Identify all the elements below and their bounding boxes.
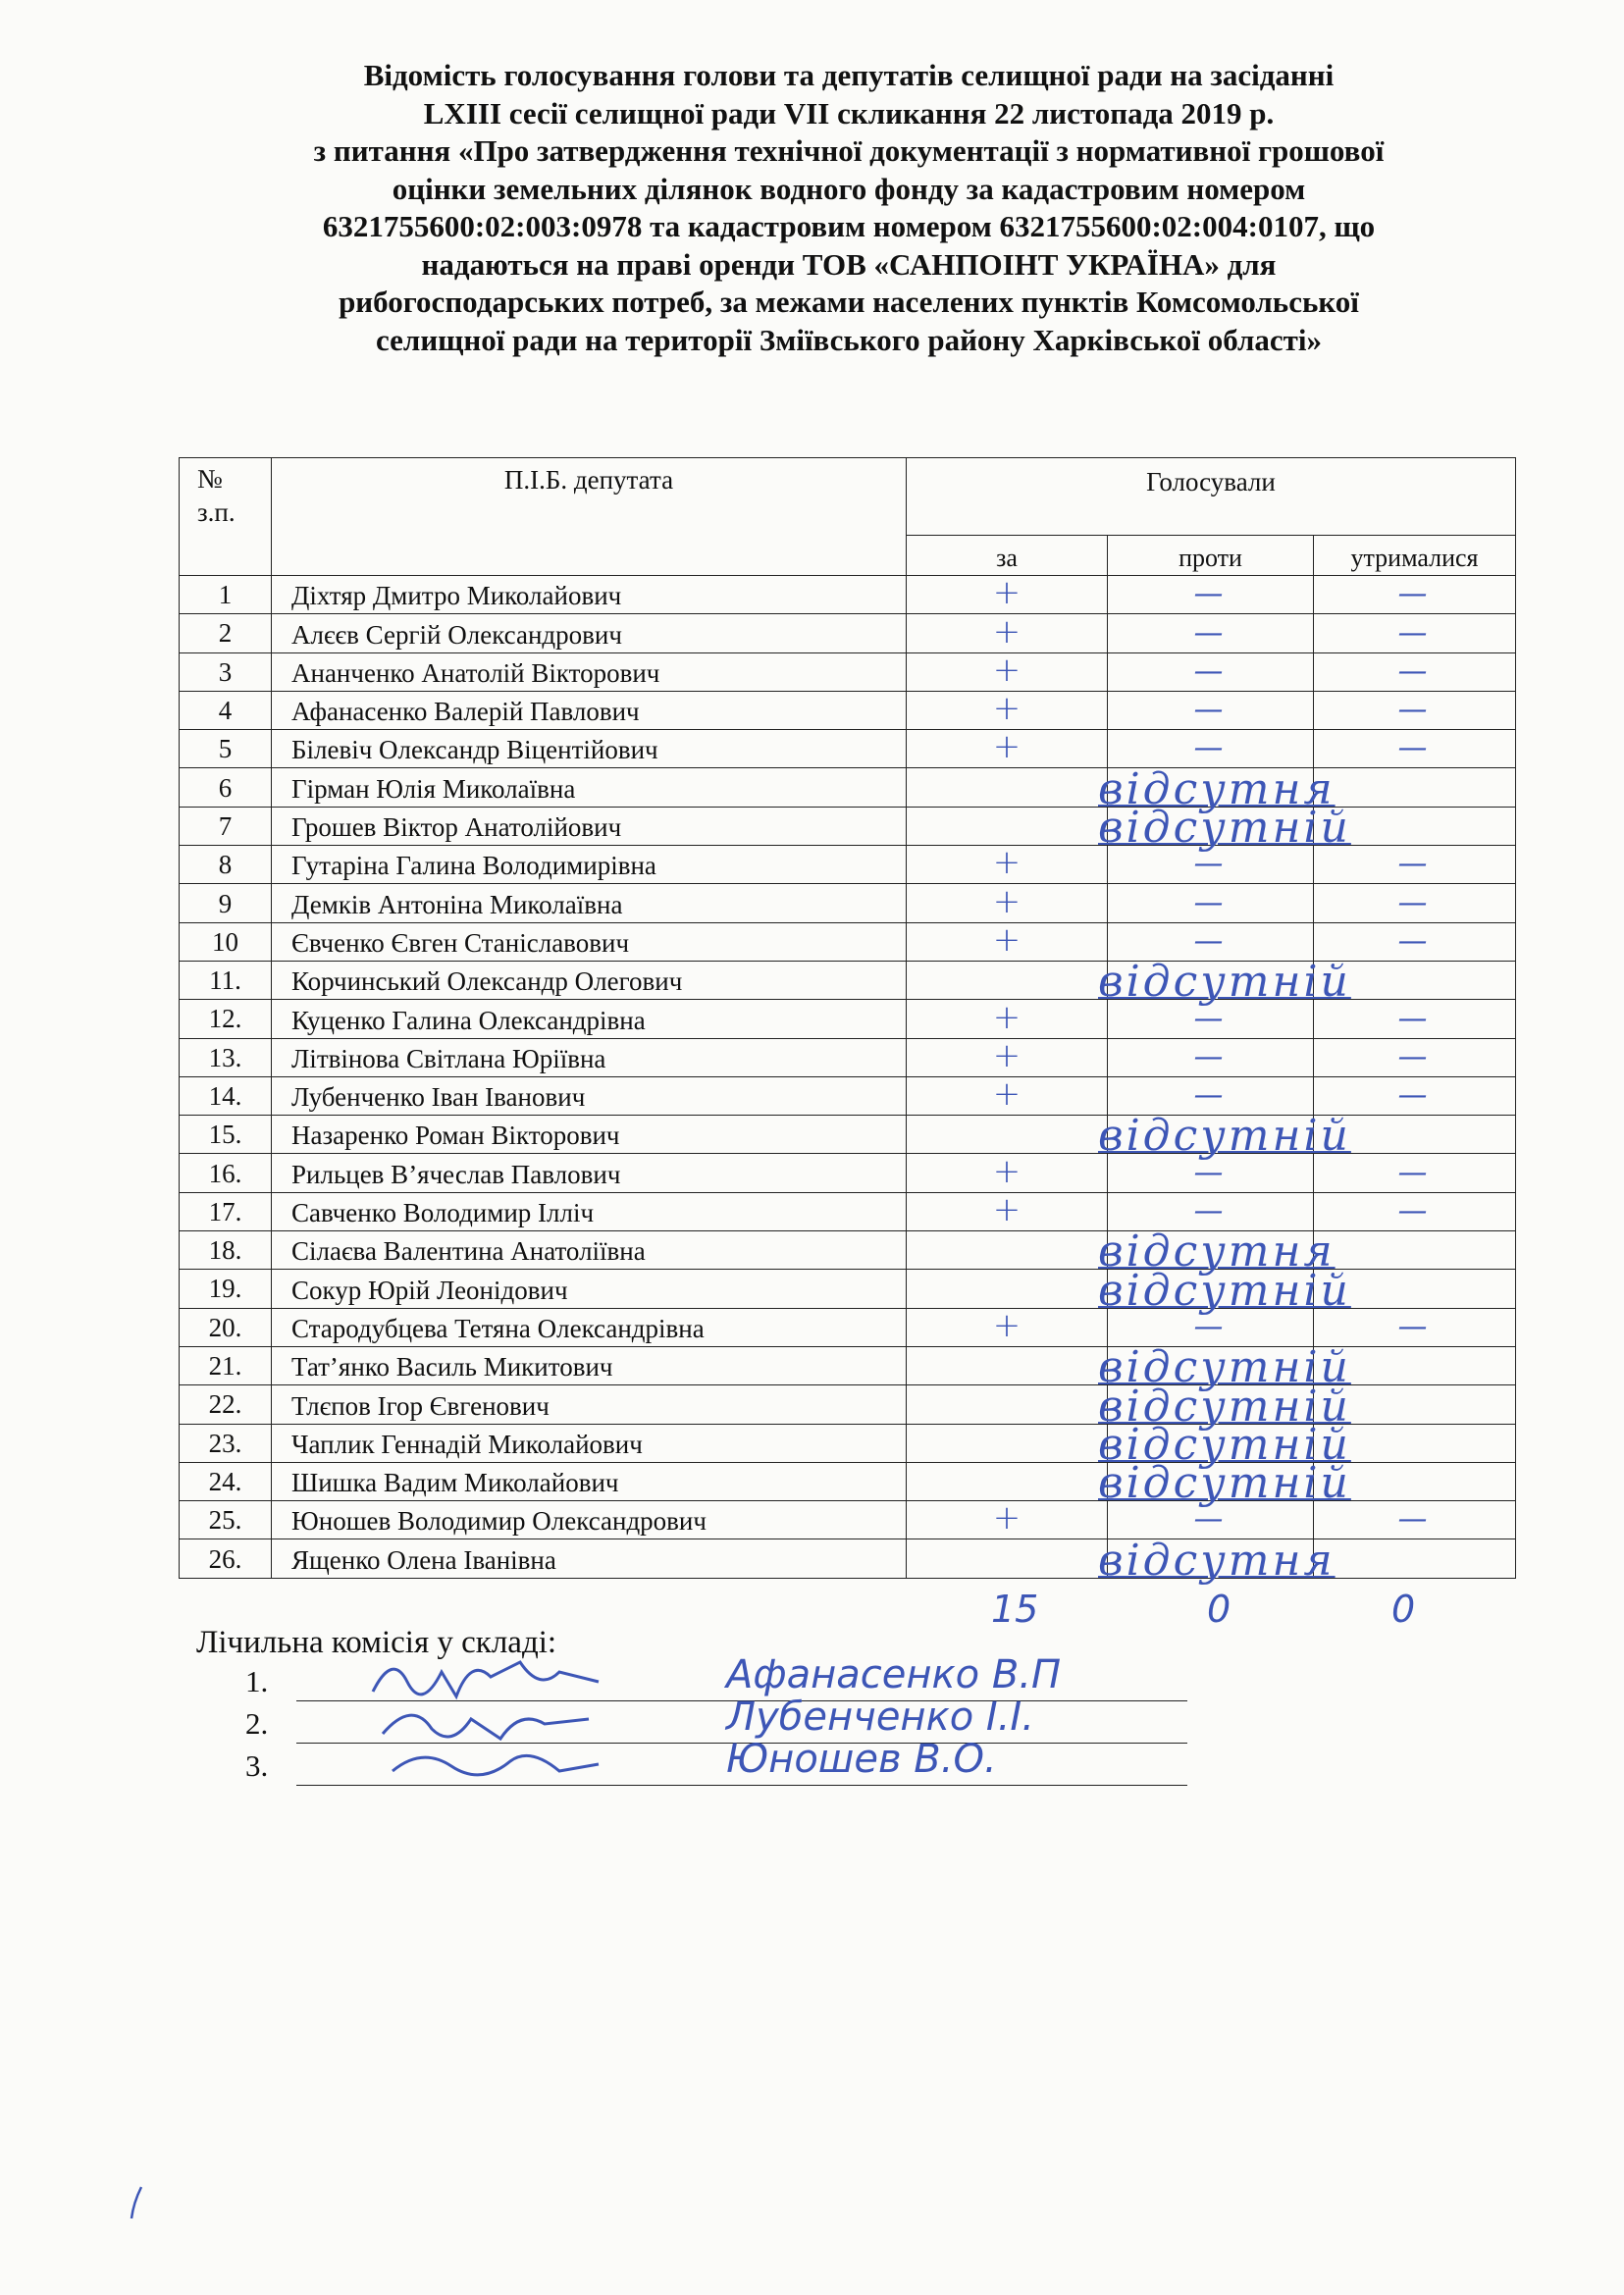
vote-against-mark: — bbox=[1193, 615, 1228, 651]
absent-note: відсутній bbox=[1098, 1342, 1351, 1393]
vote-abstained-cell bbox=[1314, 1346, 1516, 1384]
vote-abstained-mark: — bbox=[1397, 1039, 1432, 1074]
vote-against-cell bbox=[1098, 1458, 1351, 1509]
table-row bbox=[180, 846, 1516, 884]
vote-for-mark: + bbox=[992, 1500, 1022, 1539]
vote-against-cell bbox=[1108, 614, 1314, 652]
vote-against-mark: — bbox=[1193, 1155, 1228, 1190]
row-number: 21. bbox=[180, 1346, 272, 1384]
table-row bbox=[180, 652, 1516, 691]
vote-abstained-mark: — bbox=[1397, 1502, 1432, 1538]
vote-abstained-mark: — bbox=[1397, 847, 1432, 882]
vote-abstained-cell bbox=[1314, 730, 1516, 768]
commission-member bbox=[245, 1737, 1187, 1788]
vote-abstained-cell bbox=[1314, 1501, 1516, 1539]
vote-abstained-cell bbox=[1314, 1308, 1516, 1346]
vote-against-cell bbox=[1098, 1419, 1351, 1470]
signature-mark bbox=[363, 1737, 618, 1796]
vote-abstained-cell bbox=[1314, 768, 1516, 807]
vote-for-cell bbox=[907, 1116, 1108, 1154]
absent-note: відсутня bbox=[1098, 763, 1336, 814]
vote-abstained-cell bbox=[1314, 1424, 1516, 1462]
row-number: 20. bbox=[180, 1308, 272, 1346]
vote-abstained-cell bbox=[1314, 1231, 1516, 1270]
table-row bbox=[180, 1116, 1516, 1154]
vote-against-cell bbox=[1108, 1501, 1314, 1539]
vote-for-mark: + bbox=[992, 883, 1022, 921]
table-row bbox=[180, 1270, 1516, 1308]
title-line: Відомість голосування голови та депутатів селищної ради на засіданні bbox=[363, 58, 1335, 92]
vote-against-cell bbox=[1098, 763, 1336, 814]
table-row bbox=[180, 1038, 1516, 1076]
vote-for-mark: + bbox=[992, 652, 1022, 690]
row-number: 2 bbox=[180, 614, 272, 652]
vote-for-mark: + bbox=[992, 1153, 1022, 1191]
vote-for-mark: + bbox=[992, 1192, 1022, 1230]
vote-for-cell bbox=[907, 846, 1108, 884]
title-line: з питання «Про затвердження технічної документації з нормативної грошової bbox=[313, 133, 1385, 168]
vote-for-cell bbox=[907, 614, 1108, 652]
vote-against-mark: — bbox=[1193, 731, 1228, 766]
vote-for-cell bbox=[907, 1192, 1108, 1230]
deputy-name: Демків Антоніна Миколаївна bbox=[272, 884, 907, 922]
vote-against-cell bbox=[1098, 1342, 1351, 1393]
vote-abstained-cell bbox=[1314, 1462, 1516, 1500]
vote-against-mark: — bbox=[1193, 1001, 1228, 1036]
vote-for-cell bbox=[907, 730, 1108, 768]
deputy-name: Рильцев В’ячеслав Павлович bbox=[272, 1154, 907, 1192]
table-row bbox=[180, 614, 1516, 652]
vote-abstained-cell bbox=[1314, 1270, 1516, 1308]
row-number: 26. bbox=[180, 1539, 272, 1578]
row-number: 12. bbox=[180, 1000, 272, 1038]
deputy-name: Стародубцева Тетяна Олександрівна bbox=[272, 1308, 907, 1346]
vote-for-cell bbox=[907, 961, 1108, 999]
absent-note: відсутній bbox=[1098, 1458, 1351, 1509]
vote-abstained-mark: — bbox=[1397, 693, 1432, 728]
absent-note: відсутній bbox=[1098, 1111, 1351, 1162]
title-line: 6321755600:02:003:0978 та кадастровим номером 6321755600:02:004:0107, що bbox=[322, 209, 1376, 243]
vote-for-cell bbox=[907, 1308, 1108, 1346]
deputy-name: Сокур Юрій Леонідович bbox=[272, 1270, 907, 1308]
vote-abstained-mark: — bbox=[1397, 885, 1432, 920]
deputy-name: Ананченко Анатолій Вікторович bbox=[272, 652, 907, 691]
vote-against-cell bbox=[1098, 1535, 1336, 1586]
row-number: 8 bbox=[180, 846, 272, 884]
vote-abstained-mark: — bbox=[1397, 923, 1432, 959]
vote-against-cell bbox=[1108, 1038, 1314, 1076]
vote-abstained-cell bbox=[1314, 1000, 1516, 1038]
title-line: оцінки земельних ділянок водного фонду за кадастровим номером bbox=[392, 171, 1306, 206]
member-index: 3. bbox=[245, 1748, 269, 1783]
vote-for-mark: + bbox=[992, 575, 1022, 613]
vote-for-cell bbox=[907, 922, 1108, 961]
vote-for-mark: + bbox=[992, 845, 1022, 883]
deputy-name: Лубенченко Іван Іванович bbox=[272, 1076, 907, 1115]
vote-abstained-cell bbox=[1314, 1154, 1516, 1192]
table-row bbox=[180, 1231, 1516, 1270]
member-index: 2. bbox=[245, 1706, 269, 1741]
row-number: 7 bbox=[180, 807, 272, 845]
deputy-name: Алєєв Сергій Олександрович bbox=[272, 614, 907, 652]
commission-title: Лічильна комісія у складі: bbox=[196, 1625, 557, 1660]
vote-against-mark: — bbox=[1193, 1194, 1228, 1229]
table-row bbox=[180, 691, 1516, 729]
vote-abstained-cell bbox=[1314, 884, 1516, 922]
vote-against-mark: — bbox=[1193, 577, 1228, 612]
vote-abstained-mark: — bbox=[1397, 1194, 1432, 1229]
vote-for-cell bbox=[907, 1270, 1108, 1308]
vote-for-mark: + bbox=[992, 922, 1022, 960]
total-against: 0 bbox=[1207, 1588, 1231, 1631]
deputy-name: Грошев Віктор Анатолійович bbox=[272, 807, 907, 845]
vote-against-mark: — bbox=[1193, 1078, 1228, 1114]
title-line: LXIII сесії селищної ради VII скликання 22 листопада 2019 р. bbox=[423, 95, 1275, 130]
header-number: № з.п. bbox=[180, 458, 272, 576]
table-row bbox=[180, 1346, 1516, 1384]
deputy-name: Гутаріна Галина Володимирівна bbox=[272, 846, 907, 884]
total-for: 15 bbox=[991, 1588, 1039, 1631]
title-line: селищної ради на території Зміївського району Харківської області» bbox=[376, 322, 1322, 357]
vote-against-cell bbox=[1108, 691, 1314, 729]
vote-against-cell bbox=[1108, 1308, 1314, 1346]
vote-abstained-cell bbox=[1314, 961, 1516, 999]
header-against: проти bbox=[1108, 536, 1314, 576]
row-number: 13. bbox=[180, 1038, 272, 1076]
deputy-name: Діхтяр Дмитро Миколайович bbox=[272, 576, 907, 614]
vote-abstained-cell bbox=[1314, 846, 1516, 884]
vote-for-cell bbox=[907, 1000, 1108, 1038]
vote-against-cell bbox=[1098, 957, 1351, 1008]
header-abstained: утрималися bbox=[1314, 536, 1516, 576]
pen-mark bbox=[128, 2183, 147, 2222]
deputy-name: Ященко Олена Іванівна bbox=[272, 1539, 907, 1578]
vote-against-cell bbox=[1108, 1154, 1314, 1192]
vote-for-cell bbox=[907, 652, 1108, 691]
vote-for-mark: + bbox=[992, 613, 1022, 652]
member-index: 1. bbox=[245, 1664, 269, 1698]
absent-note: відсутній bbox=[1098, 1265, 1351, 1316]
vote-abstained-cell bbox=[1314, 1539, 1516, 1578]
vote-abstained-cell bbox=[1314, 614, 1516, 652]
table-row bbox=[180, 1539, 1516, 1578]
row-number: 18. bbox=[180, 1231, 272, 1270]
vote-abstained-cell bbox=[1314, 1385, 1516, 1424]
deputy-name: Білевіч Олександр Віцентійович bbox=[272, 730, 907, 768]
table-row bbox=[180, 1501, 1516, 1539]
vote-against-mark: — bbox=[1193, 885, 1228, 920]
document-title bbox=[196, 57, 1501, 359]
table-row bbox=[180, 1192, 1516, 1230]
vote-abstained-mark: — bbox=[1397, 577, 1432, 612]
vote-against-cell bbox=[1108, 884, 1314, 922]
row-number: 23. bbox=[180, 1424, 272, 1462]
deputy-name: Чаплик Геннадій Миколайович bbox=[272, 1424, 907, 1462]
vote-for-mark: + bbox=[992, 999, 1022, 1037]
vote-for-cell bbox=[907, 1346, 1108, 1384]
row-number: 9 bbox=[180, 884, 272, 922]
vote-for-cell bbox=[907, 1154, 1108, 1192]
row-number: 24. bbox=[180, 1462, 272, 1500]
vote-abstained-mark: — bbox=[1397, 1078, 1432, 1114]
vote-against-mark: — bbox=[1193, 847, 1228, 882]
deputy-name: Назаренко Роман Вікторович bbox=[272, 1116, 907, 1154]
member-name: Лубенченко І.І. bbox=[726, 1695, 1034, 1740]
table-row bbox=[180, 1000, 1516, 1038]
vote-for-cell bbox=[907, 1539, 1108, 1578]
voting-table-body bbox=[180, 575, 1516, 1586]
table-row bbox=[180, 1154, 1516, 1192]
vote-against-cell bbox=[1108, 922, 1314, 961]
table-row bbox=[180, 884, 1516, 922]
vote-abstained-cell bbox=[1314, 1116, 1516, 1154]
vote-for-cell bbox=[907, 1038, 1108, 1076]
vote-abstained-cell bbox=[1314, 1038, 1516, 1076]
deputy-name: Афанасенко Валерій Павлович bbox=[272, 691, 907, 729]
table-row bbox=[180, 730, 1516, 768]
vote-against-cell bbox=[1098, 1111, 1351, 1162]
table-row bbox=[180, 1076, 1516, 1115]
row-number: 3 bbox=[180, 652, 272, 691]
table-row bbox=[180, 807, 1516, 845]
table-row bbox=[180, 1385, 1516, 1424]
vote-against-mark: — bbox=[1193, 1502, 1228, 1538]
header-voted: Голосували bbox=[907, 458, 1516, 536]
row-number: 17. bbox=[180, 1192, 272, 1230]
table-row bbox=[180, 1462, 1516, 1500]
table-row bbox=[180, 1424, 1516, 1462]
vote-abstained-cell bbox=[1314, 1076, 1516, 1115]
vote-for-cell bbox=[907, 576, 1108, 614]
vote-against-cell bbox=[1108, 1192, 1314, 1230]
commission-members bbox=[245, 1652, 1187, 1788]
vote-against-mark: — bbox=[1193, 923, 1228, 959]
vote-against-mark: — bbox=[1193, 693, 1228, 728]
row-number: 6 bbox=[180, 768, 272, 807]
vote-for-mark: + bbox=[992, 1038, 1022, 1075]
vote-abstained-cell bbox=[1314, 807, 1516, 845]
vote-abstained-mark: — bbox=[1397, 1155, 1432, 1190]
vote-for-cell bbox=[907, 691, 1108, 729]
vote-abstained-mark: — bbox=[1397, 653, 1432, 689]
vote-abstained-mark: — bbox=[1397, 731, 1432, 766]
deputy-name: Тат’янко Василь Микитович bbox=[272, 1346, 907, 1384]
row-number: 19. bbox=[180, 1270, 272, 1308]
header-name: П.І.Б. депутата bbox=[272, 458, 907, 576]
vote-for-cell bbox=[907, 768, 1108, 807]
table-row bbox=[180, 922, 1516, 961]
title-line: надаються на праві оренди ТОВ «САНПОІНТ УКРАЇНА» для bbox=[421, 246, 1277, 282]
vote-abstained-cell bbox=[1314, 1192, 1516, 1230]
row-number: 16. bbox=[180, 1154, 272, 1192]
absent-note: відсутня bbox=[1098, 1535, 1336, 1586]
absent-note: відсутній bbox=[1098, 1419, 1351, 1470]
vote-against-cell bbox=[1098, 803, 1351, 854]
table-row bbox=[180, 768, 1516, 807]
row-number: 14. bbox=[180, 1076, 272, 1115]
vote-for-cell bbox=[907, 1462, 1108, 1500]
absent-note: відсутній bbox=[1098, 803, 1351, 854]
vote-for-cell bbox=[907, 807, 1108, 845]
vote-abstained-mark: — bbox=[1397, 1001, 1432, 1036]
vote-for-cell bbox=[907, 884, 1108, 922]
vote-abstained-mark: — bbox=[1397, 615, 1432, 651]
vote-abstained-mark: — bbox=[1397, 1309, 1432, 1344]
vote-against-cell bbox=[1098, 1381, 1351, 1432]
total-abstained: 0 bbox=[1391, 1588, 1416, 1631]
vote-against-cell bbox=[1108, 576, 1314, 614]
vote-against-mark: — bbox=[1193, 1309, 1228, 1344]
table-row bbox=[180, 576, 1516, 614]
member-name: Юношев В.О. bbox=[726, 1737, 997, 1782]
deputy-name: Літвінова Світлана Юріївна bbox=[272, 1038, 907, 1076]
row-number: 22. bbox=[180, 1385, 272, 1424]
vote-for-cell bbox=[907, 1501, 1108, 1539]
vote-against-cell bbox=[1098, 1265, 1351, 1316]
member-name: Афанасенко В.П bbox=[726, 1652, 1062, 1697]
vote-for-mark: + bbox=[992, 1076, 1022, 1115]
vote-against-cell bbox=[1108, 1000, 1314, 1038]
deputy-name: Корчинський Олександр Олегович bbox=[272, 961, 907, 999]
vote-for-cell bbox=[907, 1231, 1108, 1270]
vote-against-cell bbox=[1108, 846, 1314, 884]
vote-abstained-cell bbox=[1314, 576, 1516, 614]
vote-for-cell bbox=[907, 1424, 1108, 1462]
vote-against-cell bbox=[1098, 1226, 1336, 1278]
deputy-name: Євченко Євген Станіславович bbox=[272, 922, 907, 961]
title-line: рибогосподарських потреб, за межами населених пунктів Комсомольської bbox=[339, 285, 1359, 319]
absent-note: відсутня bbox=[1098, 1226, 1336, 1278]
table-row bbox=[180, 1308, 1516, 1346]
vote-against-cell bbox=[1108, 1076, 1314, 1115]
deputy-name: Гірман Юлія Миколаївна bbox=[272, 768, 907, 807]
deputy-name: Тлєпов Ігор Євгенович bbox=[272, 1385, 907, 1424]
vote-for-mark: + bbox=[992, 1308, 1022, 1345]
row-number: 1 bbox=[180, 576, 272, 614]
vote-against-mark: — bbox=[1193, 653, 1228, 689]
vote-against-mark: — bbox=[1193, 1039, 1228, 1074]
deputy-name: Шишка Вадим Миколайович bbox=[272, 1462, 907, 1500]
row-number: 25. bbox=[180, 1501, 272, 1539]
deputy-name: Куценко Галина Олександрівна bbox=[272, 1000, 907, 1038]
row-number: 10 bbox=[180, 922, 272, 961]
row-number: 15. bbox=[180, 1116, 272, 1154]
vote-abstained-cell bbox=[1314, 691, 1516, 729]
vote-abstained-cell bbox=[1314, 922, 1516, 961]
vote-abstained-cell bbox=[1314, 652, 1516, 691]
vote-against-cell bbox=[1108, 730, 1314, 768]
deputy-name: Юношев Володимир Олександрович bbox=[272, 1501, 907, 1539]
vote-for-mark: + bbox=[992, 729, 1022, 767]
vote-for-cell bbox=[907, 1076, 1108, 1115]
header-for: за bbox=[907, 536, 1108, 576]
row-number: 5 bbox=[180, 730, 272, 768]
row-number: 11. bbox=[180, 961, 272, 999]
absent-note: відсутній bbox=[1098, 1381, 1351, 1432]
deputy-name: Сілаєва Валентина Анатоліївна bbox=[272, 1231, 907, 1270]
table-row bbox=[180, 961, 1516, 999]
vote-for-mark: + bbox=[992, 691, 1022, 729]
deputy-name: Савченко Володимир Ілліч bbox=[272, 1192, 907, 1230]
absent-note: відсутній bbox=[1098, 957, 1351, 1008]
row-number: 4 bbox=[180, 691, 272, 729]
vote-for-cell bbox=[907, 1385, 1108, 1424]
voting-table bbox=[179, 457, 1516, 1586]
vote-against-cell bbox=[1108, 652, 1314, 691]
